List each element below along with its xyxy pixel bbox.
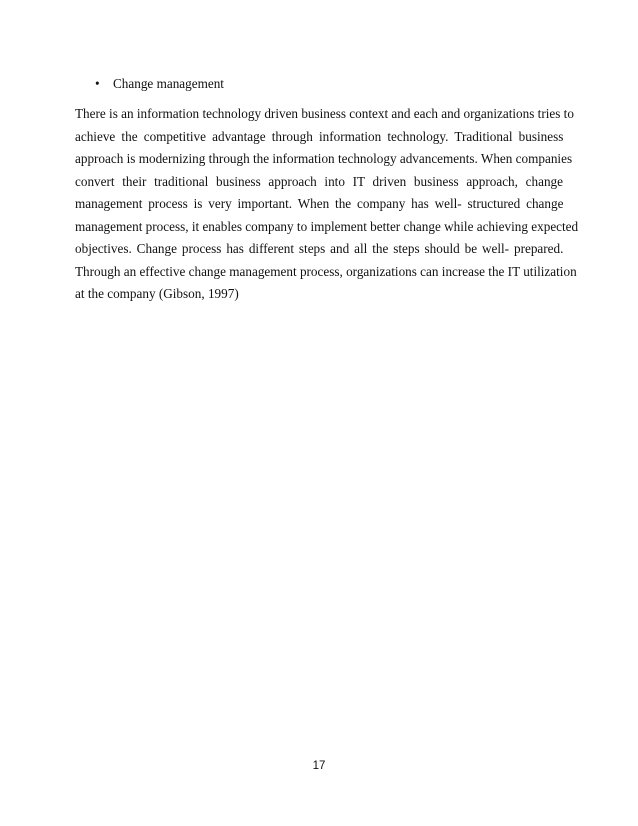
paragraph-line: achieve the competitive advantage through information technology. Traditional business	[75, 128, 564, 144]
paragraph-line: approach is modernizing through the information technology advancements. When companies	[75, 151, 573, 166]
paragraph-line: management process is very important. When the company has well- structured change	[75, 196, 564, 211]
paragraph-line: objectives. Change process has different steps and all the steps should be well- prepared.	[75, 241, 564, 256]
page-number: 17	[312, 760, 326, 772]
paragraph-line: management process, it enables company to implement better change while achieving expected	[75, 218, 579, 234]
paragraph-line: at the company (Gibson, 1997)	[75, 286, 239, 301]
paragraph-line: convert their traditional business approach into IT driven business approach, change	[75, 173, 563, 189]
body-paragraph	[75, 103, 579, 306]
bullet-icon: •	[95, 76, 100, 91]
bullet-text: Change management	[113, 76, 224, 91]
bullet-item-change-management	[95, 76, 224, 92]
paragraph-line: Through an effective change management process, organizations can increase the IT utilization	[75, 263, 577, 279]
paragraph-line: There is an information technology driven business context and each and organizations tries to	[75, 106, 574, 121]
